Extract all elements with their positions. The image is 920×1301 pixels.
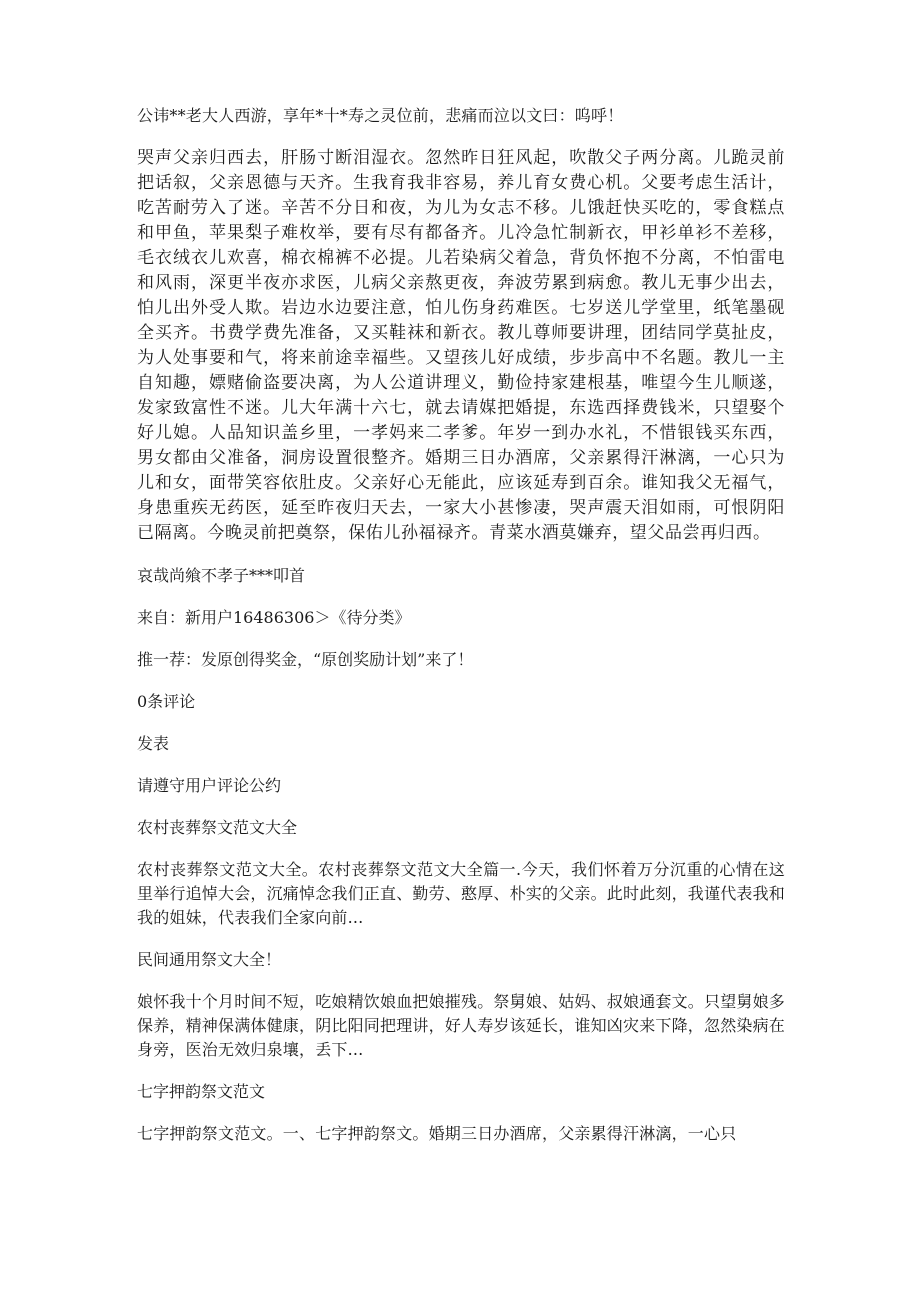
document-page bbox=[137, 104, 785, 1158]
related-title-2[interactable]: 民间通用祭文大全！ bbox=[137, 950, 282, 969]
related-excerpt-3: 七字押韵祭文范文。一、七字押韵祭文。婚期三日办酒席，父亲累得汗淋漓，一心只 bbox=[137, 1124, 737, 1143]
article-body: 哭声父亲归西去，肝肠寸断泪湿衣。忽然昨日狂风起，吹散父子两分离。儿跪灵前把话叙，父亲恩德与天齐。生我育我非容易，养儿育女费心机。父要考虑生活计，吃苦耐劳入了迷。辛苦不分日和夜，为儿为女志不移。儿饿赶快买吃的，零食糕点和甲鱼，苹果梨子难枚举，要有尽有都备齐。儿冷急忙制新衣，甲衫单衫不差移，毛衣绒衣儿欢喜，棉衣棉裤不必提。儿若染病父着急，背负怀抱不分离，不怕雷电和风雨，深更半夜亦求医，儿病父亲熬更夜，奔波劳累到病愈。教儿无事少出去，怕儿出外受人欺。岩边水边要注意，怕儿伤身药难医。七岁送儿学堂里，纸笔墨砚全买齐。书费学费先准备，又买鞋袜和新衣。教儿尊师要讲理，团结同学莫扯皮，为人处事要和气，将来前途幸福些。又望孩儿好成绩，步步高中不名题。教儿一主自知趣，嫖赌偷盗要决离，为人公道讲理义，勤俭持家建根基，唯望今生儿顺遂，发家致富性不迷。儿大年满十六七，就去请媒把婚提，东选西择费钱米，只望娶个好儿媳。人品知识盖乡里，一孝妈来二孝爹。年岁一到办水礼，不惜银钱买东西，男女都由父准备，洞房设置很整齐。婚期三日办酒席，父亲累得汗淋漓，一心只为儿和女，面带笑容依肚皮。父亲好心无能此，应该延寿到百余。谁知我父无福气，身患重疾无药医，延至昨夜归天去，一家大小甚惨凄，哭声震天泪如雨，可恨阴阳已隔离。今晚灵前把奠祭，保佑儿孙福禄齐。青菜水酒莫嫌弃，望父品尝再归西。 bbox=[137, 148, 785, 543]
recommend-link[interactable]: 推一荐：发原创得奖金，“原创奖励计划”来了！ bbox=[137, 650, 474, 669]
article-closing: 哀哉尚飨不孝子***叩首 bbox=[137, 566, 306, 585]
related-title-3[interactable]: 七字押韵祭文范文 bbox=[137, 1082, 266, 1101]
source-link[interactable]: 来自：新用户16486306＞《待分类》 bbox=[137, 608, 411, 627]
related-title-1[interactable]: 农村丧葬祭文范文大全 bbox=[137, 818, 298, 837]
comment-count: 0条评论 bbox=[137, 692, 196, 711]
related-excerpt-2: 娘怀我十个月时间不短，吃娘精饮娘血把娘摧残。祭舅娘、姑妈、叔娘通套文。只望舅娘多保养，精神保满体健康，阴比阳同把理讲，好人寿岁该延长，谁知凶灾来下降，忽然染病在身旁，医治无效归泉壤，丢下... bbox=[137, 992, 786, 1059]
publish-button[interactable]: 发表 bbox=[137, 734, 170, 753]
related-excerpt-1: 农村丧葬祭文范文大全。农村丧葬祭文范文大全篇一.今天，我们怀着万分沉重的心情在这里举行追悼大会，沉痛悼念我们正直、勤劳、憨厚、朴实的父亲。此时此刻，我谨代表我和我的姐妹，代表我们全家向前... bbox=[137, 860, 786, 927]
comment-rules-link[interactable]: 请遵守用户评论公约 bbox=[137, 776, 282, 795]
article-opening: 公讳**老大人西游，享年*十*寿之灵位前，悲痛而泣以文曰：呜呼！ bbox=[137, 106, 624, 125]
